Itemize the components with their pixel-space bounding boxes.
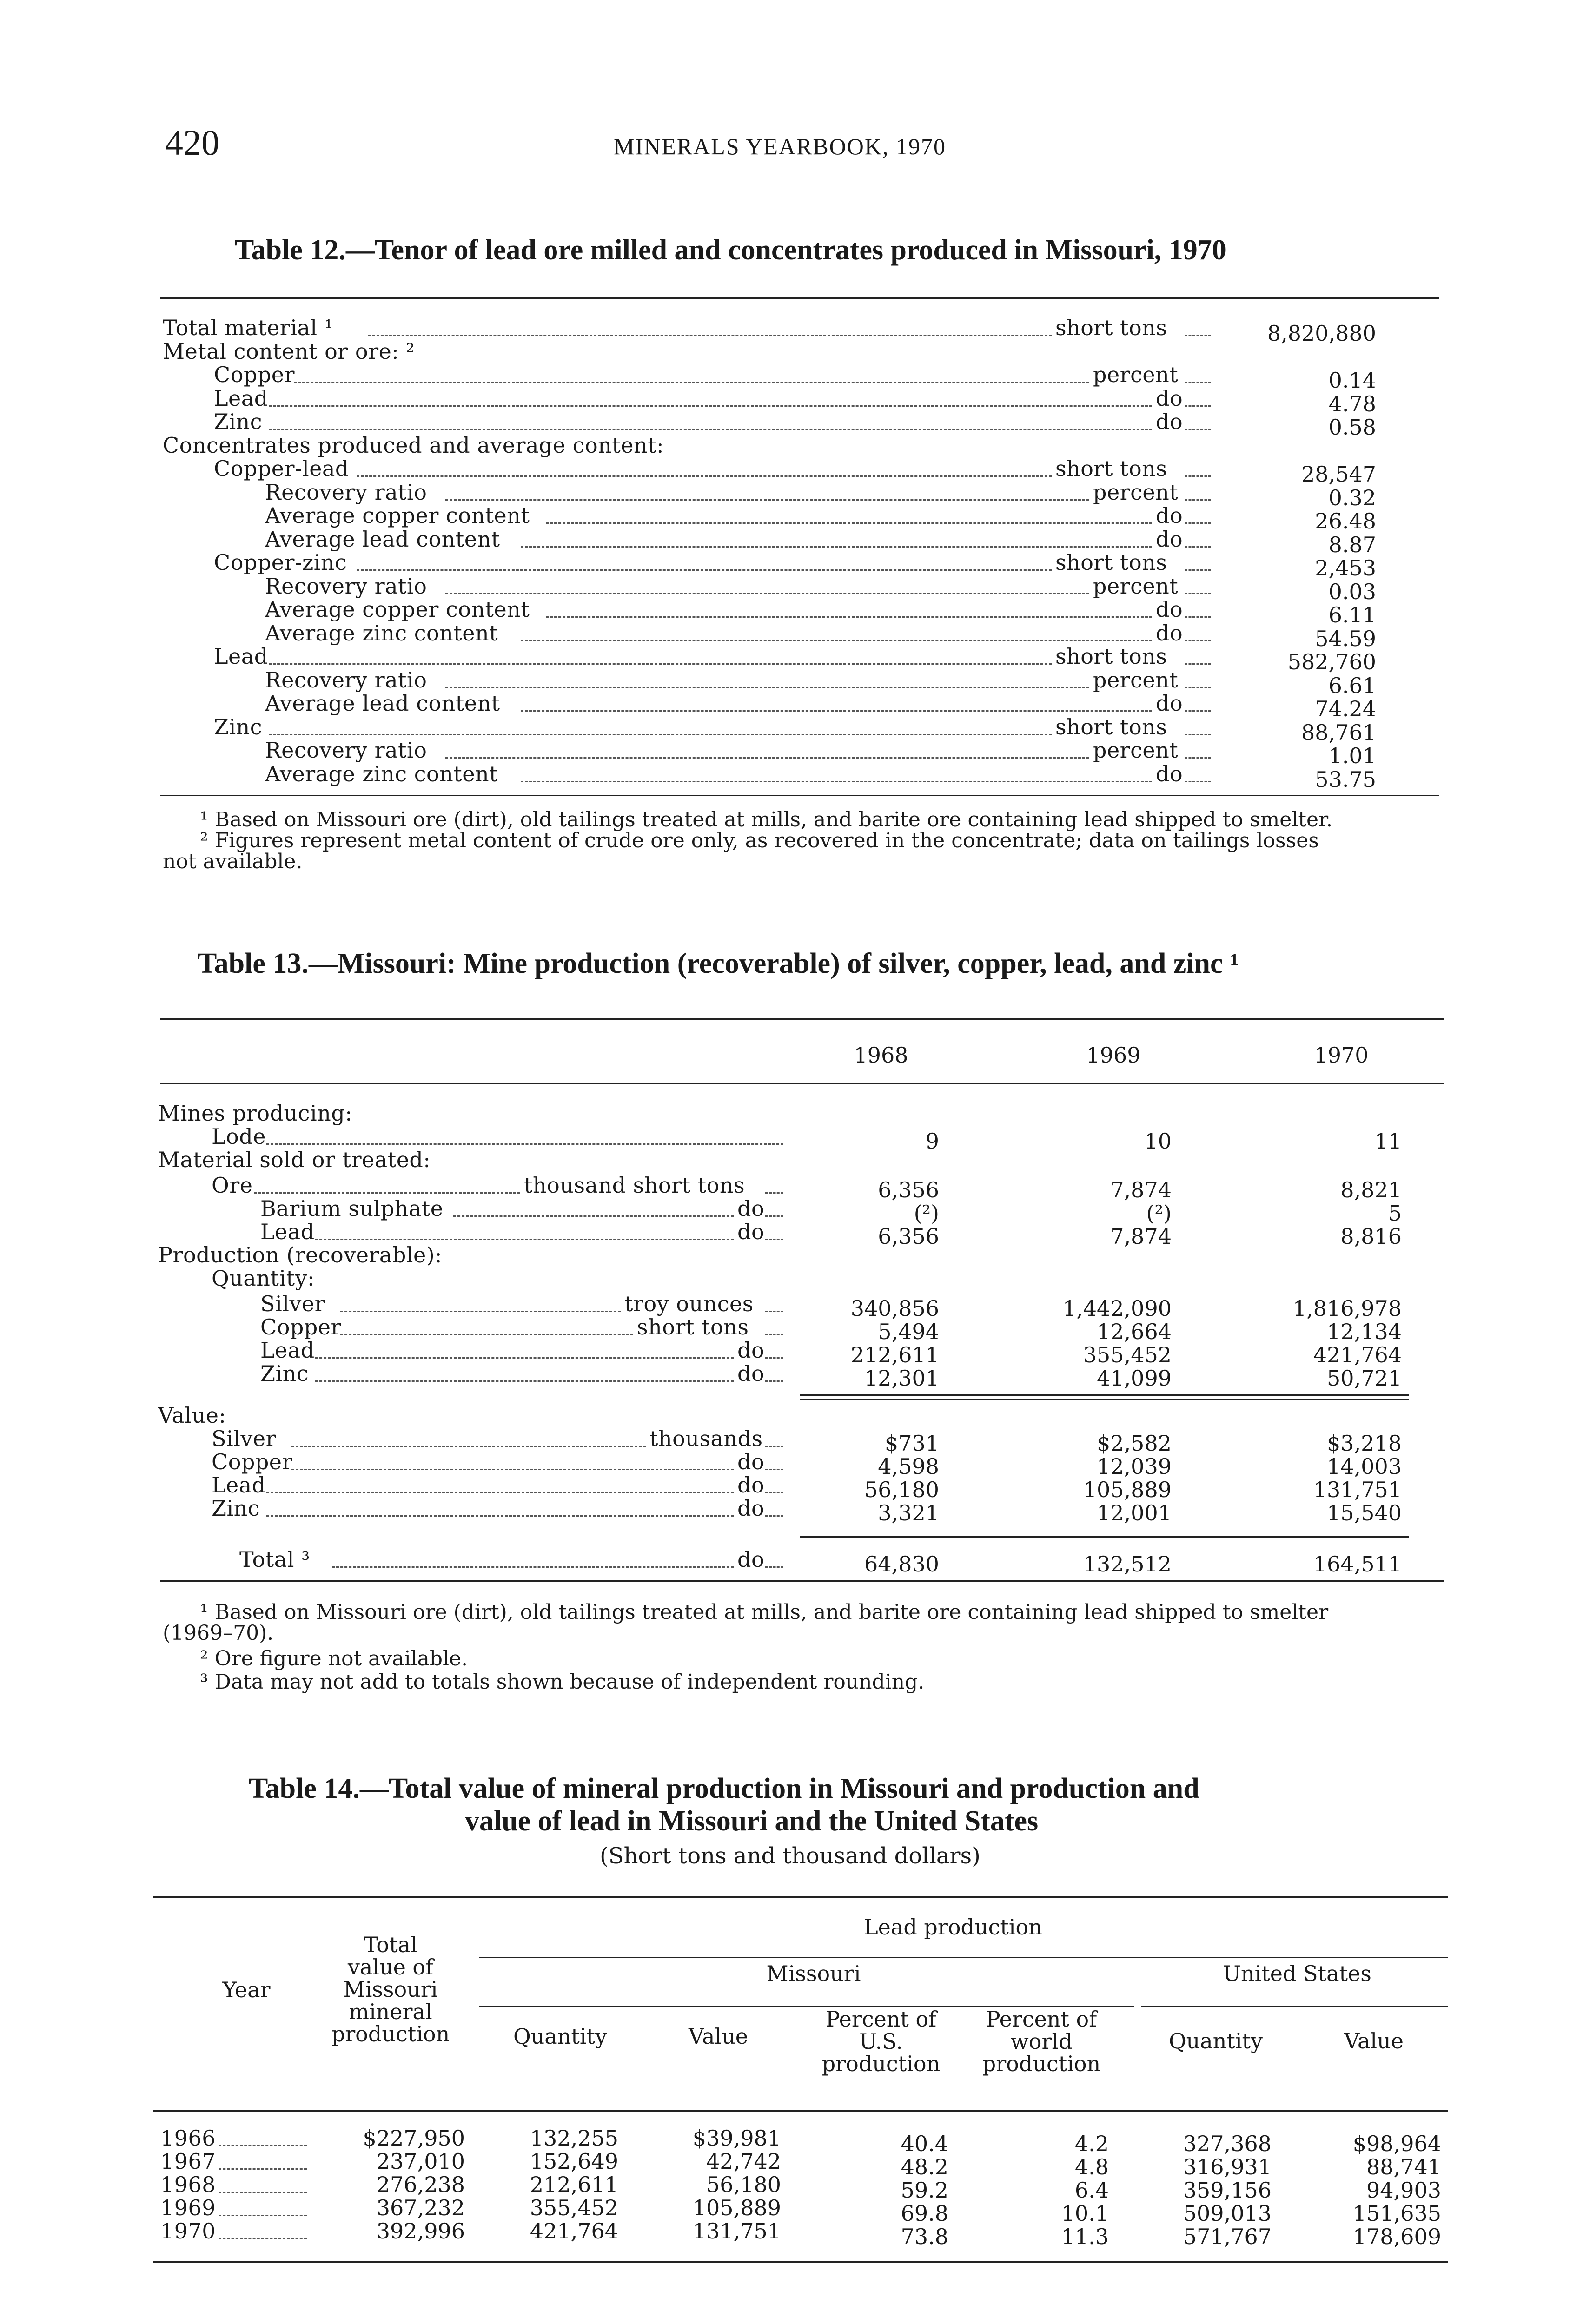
table13-cell: $731 [884, 1431, 939, 1456]
table14-cell-year: 1968 [160, 2172, 216, 2197]
table13-leader [315, 1380, 734, 1382]
table14-header-total: Total [364, 1932, 417, 1957]
table14-cell-year: 1970 [160, 2218, 216, 2244]
table14-cell-mo-quantity: 132,255 [530, 2126, 618, 2151]
table12-leader-tail [1185, 499, 1211, 501]
table12-row-label: Lead [214, 386, 268, 411]
table14-cell-mo-value: 56,180 [706, 2172, 781, 2197]
table13-top-rule [160, 1018, 1444, 1020]
table12-leader-tail [1185, 475, 1211, 477]
table12-row-unit: percent [1093, 362, 1179, 387]
table12-row-unit: do [1156, 386, 1183, 411]
table12-leader [445, 757, 1089, 759]
table14-cell-us-value: 94,903 [1366, 2178, 1441, 2203]
table14-cell-us-quantity: 571,767 [1183, 2224, 1272, 2249]
table13-footnote: ³ Data may not add to totals shown because of independent rounding. [200, 1670, 925, 1694]
table13-cell: 212,611 [850, 1342, 939, 1367]
table13-total-rule-2 [800, 1399, 1409, 1400]
table13-leader-tail [765, 1334, 783, 1335]
table12-row-value: 582,760 [1287, 649, 1376, 674]
table13-row-label: Barium sulphate [260, 1196, 444, 1221]
table13-leader-tail [765, 1566, 783, 1568]
table12-row-unit: percent [1093, 574, 1179, 599]
table13-leader [332, 1566, 734, 1568]
table14-cell-pct-us: 73.8 [901, 2224, 948, 2249]
table13-row-label: Zinc [212, 1496, 260, 1521]
table12-row-label: Recovery ratio [265, 480, 427, 505]
table13-cell: 1,816,978 [1292, 1296, 1402, 1321]
table13-row-label: Copper [260, 1314, 341, 1340]
table12-title: Table 12.—Tenor of lead ore milled and concentrates produced in Missouri, 1970 [235, 234, 1226, 266]
table14-cell-year: 1967 [160, 2149, 216, 2174]
table13-leader-tail [765, 1469, 783, 1470]
table13-leader [266, 1515, 734, 1517]
table12-row-value: 8,820,880 [1267, 321, 1376, 346]
table13-leader [266, 1143, 783, 1145]
table12-leader-tail [1185, 616, 1211, 618]
table13-cell: (²) [914, 1201, 939, 1226]
table13-cell: 132,512 [1083, 1552, 1172, 1577]
table13-cell: 6,356 [878, 1177, 939, 1202]
table13-cell: 7,874 [1110, 1224, 1172, 1249]
table14-header-united-states: United States [1223, 1961, 1371, 1986]
table14-header-total: Missouri [343, 1977, 438, 2002]
table14-header-pct-world: Percent of [986, 2007, 1097, 2032]
table13-row-label: Production (recoverable): [158, 1242, 443, 1268]
table13-cell: 4,598 [878, 1454, 939, 1479]
table12-leader [546, 522, 1152, 524]
table13-row-unit: do [737, 1361, 765, 1386]
table12-row-value: 53.75 [1315, 767, 1376, 792]
table14-cell-us-quantity: 359,156 [1183, 2178, 1272, 2203]
table13-leader [340, 1311, 621, 1312]
table14-lead-rule [479, 1957, 1448, 1958]
table13-cell: 12,301 [864, 1366, 939, 1391]
table12-row-unit: short tons [1055, 456, 1167, 481]
table13-cell: 12,134 [1327, 1319, 1402, 1344]
table13-row-label: Material sold or treated: [158, 1147, 431, 1172]
table14-header-missouri: Missouri [766, 1961, 861, 1986]
table13-cell: 3,321 [878, 1500, 939, 1525]
table14-top-rule [153, 1896, 1448, 1898]
table12-row-label: Zinc [214, 409, 263, 434]
table13-cell: 12,039 [1097, 1454, 1172, 1479]
table14-cell-total: $227,950 [363, 2126, 465, 2151]
table12-row-label: Recovery ratio [265, 574, 427, 599]
table13-leader-tail [765, 1446, 783, 1447]
table12-leader-tail [1185, 757, 1211, 759]
table13-row-unit: do [737, 1219, 765, 1244]
table13-cell: 41,099 [1097, 1366, 1172, 1391]
table13-row-unit: do [737, 1472, 765, 1498]
table13-row-label: Lead [212, 1472, 266, 1498]
table12-row-value: 6.11 [1328, 602, 1376, 627]
table13-cell: 131,751 [1313, 1477, 1402, 1502]
table13-row-unit: do [737, 1449, 765, 1474]
table13-cell: 64,830 [864, 1552, 939, 1577]
table13-leader [291, 1446, 646, 1447]
table12-row-label: Average copper content [265, 503, 530, 528]
table14-cell-pct-world: 6.4 [1074, 2178, 1109, 2203]
table12-leader-tail [1185, 663, 1211, 665]
table12-top-rule [160, 297, 1439, 299]
table13-cell: 8,821 [1340, 1177, 1402, 1202]
table13-cell: 12,664 [1097, 1319, 1172, 1344]
table14-cell-us-value: $98,964 [1352, 2131, 1441, 2156]
table13-cell: 50,721 [1327, 1366, 1402, 1391]
table14-header-mo-value: Value [689, 2024, 748, 2049]
table12-leader [521, 710, 1152, 712]
table13-footnote: (1969–70). [163, 1621, 274, 1645]
table13-bottom-rule [160, 1580, 1444, 1582]
table13-cell: 5,494 [878, 1319, 939, 1344]
table13-row-unit: thousands [649, 1426, 763, 1451]
table13-cell: 5 [1388, 1201, 1402, 1226]
table12-leader-tail [1185, 569, 1211, 571]
table13-leader [340, 1334, 633, 1335]
table13-leader [291, 1469, 734, 1470]
table14-header-pct-world: production [982, 2051, 1101, 2076]
table14-cell-total: 367,232 [376, 2195, 465, 2220]
table14-missouri-rule [479, 2006, 1134, 2007]
table14-cell-pct-us: 69.8 [901, 2201, 948, 2226]
table13-column-header: 1968 [854, 1043, 908, 1068]
table13-total-rule-1 [800, 1394, 1409, 1396]
table13-row-label: Lode [212, 1124, 266, 1149]
table14-cell-year: 1966 [160, 2126, 216, 2151]
table13-cell: 355,452 [1083, 1342, 1172, 1367]
table14-header-rule [153, 2110, 1448, 2112]
table12-row-value: 26.48 [1315, 508, 1376, 534]
table13-cell: 10 [1144, 1129, 1172, 1154]
table12-leader-tail [1185, 429, 1211, 430]
table13-row-unit: do [737, 1338, 765, 1363]
table14-cell-total: 237,010 [376, 2149, 465, 2174]
table13-row-unit: do [737, 1547, 765, 1572]
table12-row-label: Metal content or ore: ² [163, 339, 415, 364]
table14-cell-us-quantity: 327,368 [1183, 2131, 1272, 2156]
table12-leader-tail [1185, 593, 1211, 594]
table14-cell-pct-us: 48.2 [901, 2154, 948, 2179]
running-title: MINERALS YEARBOOK, 1970 [614, 133, 946, 159]
table14-cell-pct-world: 10.1 [1061, 2201, 1109, 2226]
table12-row-label: Total material ¹ [163, 315, 333, 340]
table13-row-label: Silver [260, 1291, 325, 1316]
table13-row-label: Silver [212, 1426, 277, 1451]
table13-leader-tail [765, 1311, 783, 1312]
table14-cell-mo-value: $39,981 [692, 2126, 781, 2151]
table14-cell-mo-value: 42,742 [706, 2149, 781, 2174]
table13-row-unit: short tons [637, 1314, 749, 1340]
table12-leader [294, 382, 1089, 383]
table13-column-header: 1969 [1086, 1043, 1141, 1068]
table12-row-unit: do [1156, 597, 1183, 622]
table13-row-label: Copper [212, 1449, 292, 1474]
table12-row-label: Copper-lead [214, 456, 349, 481]
table13-leader-tail [765, 1492, 783, 1493]
table12-row-label: Copper-zinc [214, 550, 347, 575]
table14-title-line1: Table 14.—Total value of mineral production in Missouri and production and [249, 1773, 1199, 1804]
table13-title: Table 13.—Missouri: Mine production (recoverable) of silver, copper, lead, and zinc ¹ [198, 948, 1239, 979]
table14-leader [219, 2238, 307, 2239]
table12-leader-tail [1185, 781, 1211, 782]
table12-footnote: not available. [163, 850, 303, 873]
table12-row-label: Average copper content [265, 597, 530, 622]
table14-cell-pct-world: 4.2 [1074, 2131, 1109, 2156]
table13-leader-tail [765, 1192, 783, 1194]
table14-cell-us-value: 88,741 [1366, 2154, 1441, 2179]
table12-bottom-rule [160, 795, 1439, 796]
table14-cell-us-quantity: 316,931 [1183, 2154, 1272, 2179]
table14-cell-us-value: 178,609 [1352, 2224, 1441, 2249]
table12-row-unit: do [1156, 621, 1183, 646]
table14-header-total: production [331, 2021, 450, 2047]
table12-leader-tail [1185, 335, 1211, 336]
table13-row-label: Quantity: [212, 1266, 315, 1291]
table12-row-unit: short tons [1055, 315, 1167, 340]
table14-header-lead-production: Lead production [864, 1915, 1042, 1940]
table12-leader [357, 475, 1052, 477]
table13-cell: 7,874 [1110, 1177, 1172, 1202]
table14-title-line2: value of lead in Missouri and the United States [465, 1805, 1039, 1837]
table13-cell: 9 [925, 1129, 939, 1154]
table14-cell-mo-quantity: 152,649 [530, 2149, 618, 2174]
table14-leader [219, 2215, 307, 2216]
table12-leader [521, 546, 1152, 548]
table14-cell-us-quantity: 509,013 [1183, 2201, 1272, 2226]
table12-row-unit: short tons [1055, 644, 1167, 669]
table12-leader [357, 569, 1052, 571]
table12-row-value: 74.24 [1315, 696, 1376, 721]
table12-row-label: Average zinc content [265, 761, 498, 786]
table12-row-value: 0.14 [1328, 368, 1376, 393]
table12-row-label: Lead [214, 644, 268, 669]
table12-leader [269, 429, 1152, 430]
table12-leader [445, 499, 1089, 501]
table14-cell-us-value: 151,635 [1352, 2201, 1441, 2226]
table13-cell: (²) [1146, 1201, 1172, 1226]
table12-row-label: Average lead content [265, 527, 500, 552]
table12-leader-tail [1185, 640, 1211, 641]
table13-cell: 11 [1374, 1129, 1402, 1154]
table13-leader [266, 1492, 734, 1493]
table13-leader [315, 1239, 734, 1240]
table13-leader [254, 1192, 520, 1194]
table13-cell: 12,001 [1097, 1500, 1172, 1525]
table14-header-mo-quantity: Quantity [513, 2024, 608, 2049]
table13-leader-tail [765, 1515, 783, 1517]
table14-cell-pct-world: 11.3 [1061, 2224, 1109, 2249]
table12-row-unit: percent [1093, 738, 1179, 763]
table13-cell: 1,442,090 [1062, 1296, 1172, 1321]
table13-row-unit: do [737, 1196, 765, 1221]
table14-header-year: Year [222, 1977, 271, 2002]
table12-leader-tail [1185, 687, 1211, 688]
table12-row-label: Concentrates produced and average content: [163, 433, 664, 458]
table13-row-label: Mines producing: [158, 1101, 353, 1126]
table12-leader-tail [1185, 710, 1211, 712]
table13-cell: 340,856 [850, 1296, 939, 1321]
table12-row-label: Recovery ratio [265, 738, 427, 763]
table13-leader [315, 1357, 734, 1359]
table14-header-us-value: Value [1344, 2028, 1404, 2053]
table12-row-unit: percent [1093, 480, 1179, 505]
table13-subtotal-rule [800, 1536, 1409, 1538]
table12-leader [521, 781, 1152, 782]
table13-leader-tail [765, 1380, 783, 1382]
table13-leader-tail [765, 1239, 783, 1240]
table13-row-label: Total ³ [239, 1547, 310, 1572]
table14-leader [219, 2168, 307, 2170]
table13-cell: 164,511 [1313, 1552, 1402, 1577]
table13-leader-tail [765, 1215, 783, 1217]
table12-row-value: 0.58 [1328, 415, 1376, 440]
table13-cell: 15,540 [1327, 1500, 1402, 1525]
table13-column-header: 1970 [1314, 1043, 1369, 1068]
table12-row-value: 54.59 [1315, 626, 1376, 651]
table13-row-unit: troy ounces [624, 1291, 754, 1316]
table14-cell-pct-world: 4.8 [1074, 2154, 1109, 2179]
table12-row-unit: percent [1093, 667, 1179, 693]
table12-footnote: ¹ Based on Missouri ore (dirt), old tailings treated at mills, and barite ore containing lead shipped to smelter. [200, 808, 1333, 832]
table12-leader [368, 335, 1052, 336]
table12-row-label: Average lead content [265, 691, 500, 716]
table14-cell-mo-value: 131,751 [692, 2218, 781, 2244]
table14-cell-mo-quantity: 212,611 [530, 2172, 618, 2197]
table13-leader-tail [765, 1357, 783, 1359]
table13-leader [453, 1215, 734, 1217]
table13-row-label: Zinc [260, 1361, 309, 1386]
table14-header-pct-us: U.S. [859, 2029, 903, 2054]
table14-header-pct-world: world [1010, 2029, 1073, 2054]
table13-row-label: Lead [260, 1219, 315, 1244]
table13-cell: 56,180 [864, 1477, 939, 1502]
table12-leader-tail [1185, 405, 1211, 407]
table12-leader [269, 734, 1052, 735]
table12-row-value: 0.32 [1328, 485, 1376, 510]
table12-leader [269, 405, 1152, 407]
table13-cell: 14,003 [1327, 1454, 1402, 1479]
table12-row-value: 4.78 [1328, 391, 1376, 416]
table13-footnote: ² Ore figure not available. [200, 1647, 468, 1670]
table14-cell-total: 392,996 [376, 2218, 465, 2244]
table14-header-pct-us: production [821, 2051, 941, 2076]
table13-row-label: Lead [260, 1338, 315, 1363]
table14-cell-mo-value: 105,889 [692, 2195, 781, 2220]
table12-leader-tail [1185, 382, 1211, 383]
table12-row-label: Average zinc content [265, 621, 498, 646]
table13-row-unit: do [737, 1496, 765, 1521]
table12-row-unit: do [1156, 527, 1183, 552]
table14-cell-mo-quantity: 355,452 [530, 2195, 618, 2220]
table13-cell: $3,218 [1327, 1431, 1402, 1456]
table12-row-value: 1.01 [1328, 743, 1376, 768]
table12-row-unit: do [1156, 409, 1183, 434]
table12-row-unit: do [1156, 503, 1183, 528]
table14-cell-year: 1969 [160, 2195, 216, 2220]
table14-bottom-rule [153, 2261, 1448, 2263]
table14-header-pct-us: Percent of [825, 2007, 937, 2032]
table12-leader [445, 687, 1089, 688]
table12-row-unit: short tons [1055, 714, 1167, 739]
table14-us-rule [1141, 2006, 1448, 2007]
table12-leader-tail [1185, 734, 1211, 735]
table12-leader [269, 663, 1052, 665]
table13-row-label: Ore [212, 1173, 253, 1198]
table14-cell-pct-us: 59.2 [901, 2178, 948, 2203]
table14-cell-pct-us: 40.4 [901, 2131, 948, 2156]
table14-header-us-quantity: Quantity [1168, 2028, 1263, 2053]
table14-subtitle: (Short tons and thousand dollars) [600, 1843, 980, 1869]
table12-leader [546, 616, 1152, 618]
table12-row-label: Copper [214, 362, 295, 387]
table12-row-unit: do [1156, 761, 1183, 786]
table12-footnote: ² Figures represent metal content of crude ore only, as recovered in the concentrate; data on tailings losses [200, 829, 1319, 852]
table13-row-unit: thousand short tons [524, 1173, 745, 1198]
table12-leader [521, 640, 1152, 641]
table12-row-label: Zinc [214, 714, 263, 739]
table13-cell: $2,582 [1097, 1431, 1172, 1456]
table12-row-value: 28,547 [1301, 462, 1376, 487]
table14-leader [219, 2145, 307, 2146]
table12-row-value: 6.61 [1328, 673, 1376, 698]
table12-row-value: 2,453 [1315, 555, 1376, 581]
table13-cell: 421,764 [1313, 1342, 1402, 1367]
table13-cell: 8,816 [1340, 1224, 1402, 1249]
table13-footnote: ¹ Based on Missouri ore (dirt), old tailings treated at mills, and barite ore containing lead shipped to smelter [200, 1600, 1329, 1624]
table12-leader-tail [1185, 546, 1211, 548]
table13-header-rule [160, 1083, 1444, 1084]
table12-row-value: 0.03 [1328, 579, 1376, 604]
table13-cell: 6,356 [878, 1224, 939, 1249]
table12-row-unit: do [1156, 691, 1183, 716]
table12-leader-tail [1185, 522, 1211, 524]
table12-row-value: 8.87 [1328, 532, 1376, 557]
table12-row-unit: short tons [1055, 550, 1167, 575]
page-number: 420 [165, 122, 219, 163]
table14-header-total: mineral [349, 1999, 432, 2024]
table12-leader [445, 593, 1089, 594]
table14-cell-mo-quantity: 421,764 [530, 2218, 618, 2244]
table14-leader [219, 2192, 307, 2193]
table14-header-total: value of [347, 1954, 434, 1980]
table12-row-value: 88,761 [1301, 720, 1376, 745]
table14-cell-total: 276,238 [376, 2172, 465, 2197]
table13-cell: 105,889 [1083, 1477, 1172, 1502]
table13-row-label: Value: [158, 1403, 226, 1428]
table12-row-label: Recovery ratio [265, 667, 427, 693]
